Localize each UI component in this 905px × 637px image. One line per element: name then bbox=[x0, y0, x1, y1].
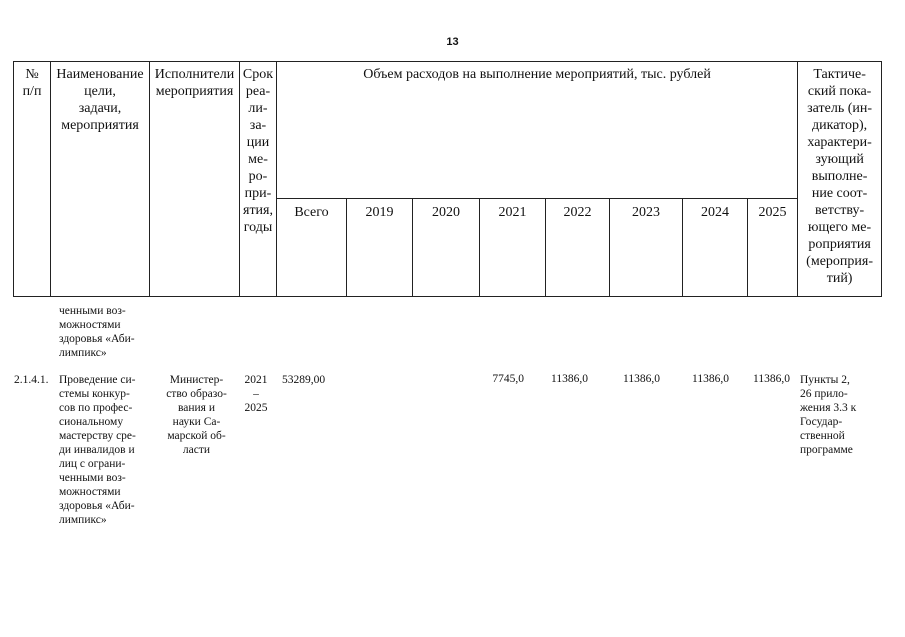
header-expenses-group: Объем расходов на выполнение мероприятий, тыс. рублей bbox=[277, 62, 798, 199]
header-executors-column: Исполнители мероприятия bbox=[150, 62, 240, 297]
row-amount-2025: 11386,0 bbox=[753, 373, 790, 385]
header-year-2022: 2022 bbox=[546, 199, 610, 297]
header-number-column: № п/п bbox=[14, 62, 51, 297]
header-year-2025: 2025 bbox=[748, 199, 798, 297]
row-amount-2022: 11386,0 bbox=[551, 373, 588, 385]
row-amount-2024: 11386,0 bbox=[692, 373, 729, 385]
header-name-column: Наименование цели, задачи, мероприятия bbox=[51, 62, 150, 297]
row-total-amount: 53289,00 bbox=[282, 374, 326, 386]
table-header bbox=[13, 61, 882, 297]
row-amount-2023: 11386,0 bbox=[623, 373, 660, 385]
continuation-name-text: ченными воз- можностями здоровья «Аби- лимпикс» bbox=[59, 305, 135, 359]
header-year-2019: 2019 bbox=[347, 199, 413, 297]
header-year-2021: 2021 bbox=[480, 199, 546, 297]
row-activity-name: Проведение си- стемы конкур- сов по профес- сиональному мастерству сре- ди инвалидов и лиц с ограни- ченными воз- можностями здоровья «Аби- лимпикс» bbox=[59, 374, 136, 526]
header-year-2024: 2024 bbox=[683, 199, 748, 297]
header-year-2023: 2023 bbox=[610, 199, 683, 297]
row-period: 2021 – 2025 bbox=[244, 374, 268, 414]
row-executors: Министер- ство образо- вания и науки Са- марской об- ласти bbox=[166, 374, 227, 456]
header-period-column: Срок реа- ли- за- ции ме- ро- при- ятия, годы bbox=[240, 62, 277, 297]
header-total-column: Всего bbox=[277, 199, 347, 297]
row-number: 2.1.4.1. bbox=[14, 374, 49, 386]
row-indicator: Пункты 2, 26 прило- жения 3.3 к Государ- ственной программе bbox=[800, 374, 857, 456]
row-amount-2021: 7745,0 bbox=[492, 373, 524, 385]
header-year-2020: 2020 bbox=[413, 199, 480, 297]
header-indicator-column: Тактиче- ский пока- затель (ин- дикатор), характери- зующий выполне- ние соот- ветству- ющего ме- роприятия (мероприя- тий) bbox=[798, 62, 882, 297]
page-number: 13 bbox=[446, 36, 459, 48]
